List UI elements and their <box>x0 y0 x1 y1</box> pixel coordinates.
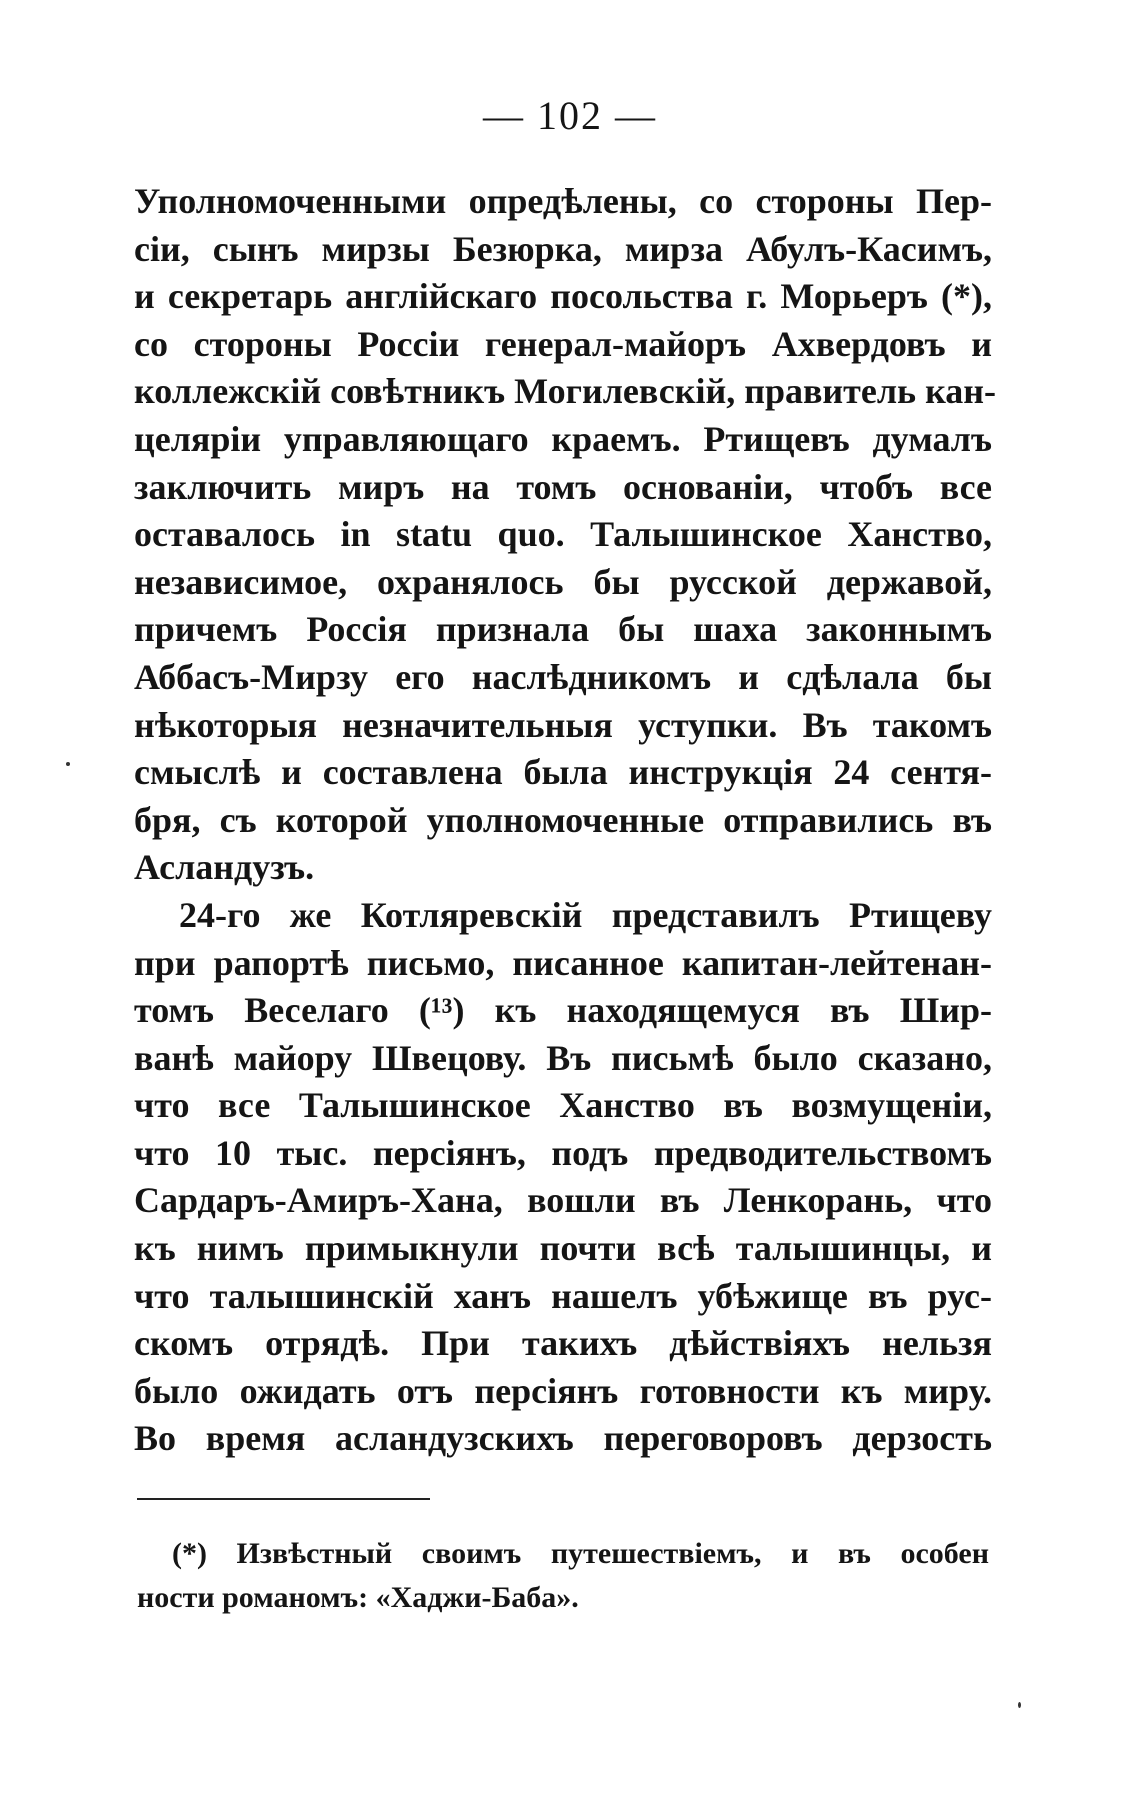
paragraph-1 <box>134 178 996 892</box>
text-line: что все Талышинское Ханство въ возмущеніи, <box>134 1085 992 1126</box>
text-line: оставалось in statu quo. Талышинское Ханство, <box>134 514 992 555</box>
text-line: что 10 тыс. персіянъ, подъ предводительствомъ <box>134 1132 992 1173</box>
print-speck <box>1018 1702 1021 1708</box>
text-line: Уполномоченными опредѣлены, со стороны Пер- <box>134 181 992 221</box>
text-line: 24-го же Котляревскій представилъ Ртищеву <box>179 894 992 935</box>
text-line: что талышинскій ханъ нашелъ убѣжище въ рус- <box>134 1275 992 1316</box>
footnote-line: ности романомъ: «Хаджи-Баба». <box>137 1581 579 1614</box>
text-line: къ нимъ примыкнули почти всѣ талышинцы, и <box>134 1228 992 1269</box>
page-number: — 102 — <box>483 93 657 138</box>
text-line: сіи, сынъ мирзы Безюрка, мирза Абулъ-Касимъ, <box>134 228 992 269</box>
text-line: и секретарь англійскаго посольства г. Морьеръ (*), <box>134 276 992 317</box>
text-line: нѣкоторыя незначительныя уступки. Въ такомъ <box>134 704 992 745</box>
text-line: коллежскій совѣтникъ Могилевскій, правитель кан- <box>134 371 996 412</box>
text-line: со стороны Россіи генерал-майоръ Ахвердовъ и <box>134 323 992 364</box>
text-line: заключить миръ на томъ основаніи, чтобъ все <box>134 466 992 507</box>
footnote <box>137 1532 989 1620</box>
text-line: при рапортѣ письмо, писанное капитан-лейтенан- <box>134 942 992 983</box>
text-line: смыслѣ и составлена была инструкція 24 сентя- <box>134 752 992 793</box>
text-line: скомъ отрядѣ. При такихъ дѣйствіяхъ нельзя <box>134 1323 992 1364</box>
paragraph-2 <box>134 892 992 1463</box>
text-line: было ожидать отъ персіянъ готовности къ миру. <box>134 1370 992 1411</box>
body-text <box>134 178 996 1463</box>
text-line: ванѣ майору Швецову. Въ письмѣ было сказано, <box>134 1037 992 1078</box>
text-line: Во время асландузскихъ переговоровъ дерзость <box>134 1418 992 1459</box>
text-line: целяріи управляющаго краемъ. Ртищевъ думалъ <box>134 418 992 459</box>
footnote-divider <box>137 1498 430 1500</box>
text-line: Сардаръ-Амиръ-Хана, вошли въ Ленкорань, что <box>134 1180 992 1221</box>
text-line: Аббасъ-Мирзу его наслѣдникомъ и сдѣлала бы <box>134 656 992 697</box>
text-line: бря, съ которой уполномоченные отправились въ <box>134 799 992 840</box>
footnote-line: (*) Извѣстный своимъ путешествіемъ, и въ особен <box>172 1537 989 1570</box>
text-line: томъ Веселаго (¹³) къ находящемуся въ Шир- <box>134 990 992 1031</box>
text-line: Асландузъ. <box>134 847 315 888</box>
text-line: причемъ Россія признала бы шаха законнымъ <box>134 609 992 650</box>
text-line: независимое, охранялось бы русской державой, <box>134 561 992 602</box>
print-speck <box>66 762 70 766</box>
